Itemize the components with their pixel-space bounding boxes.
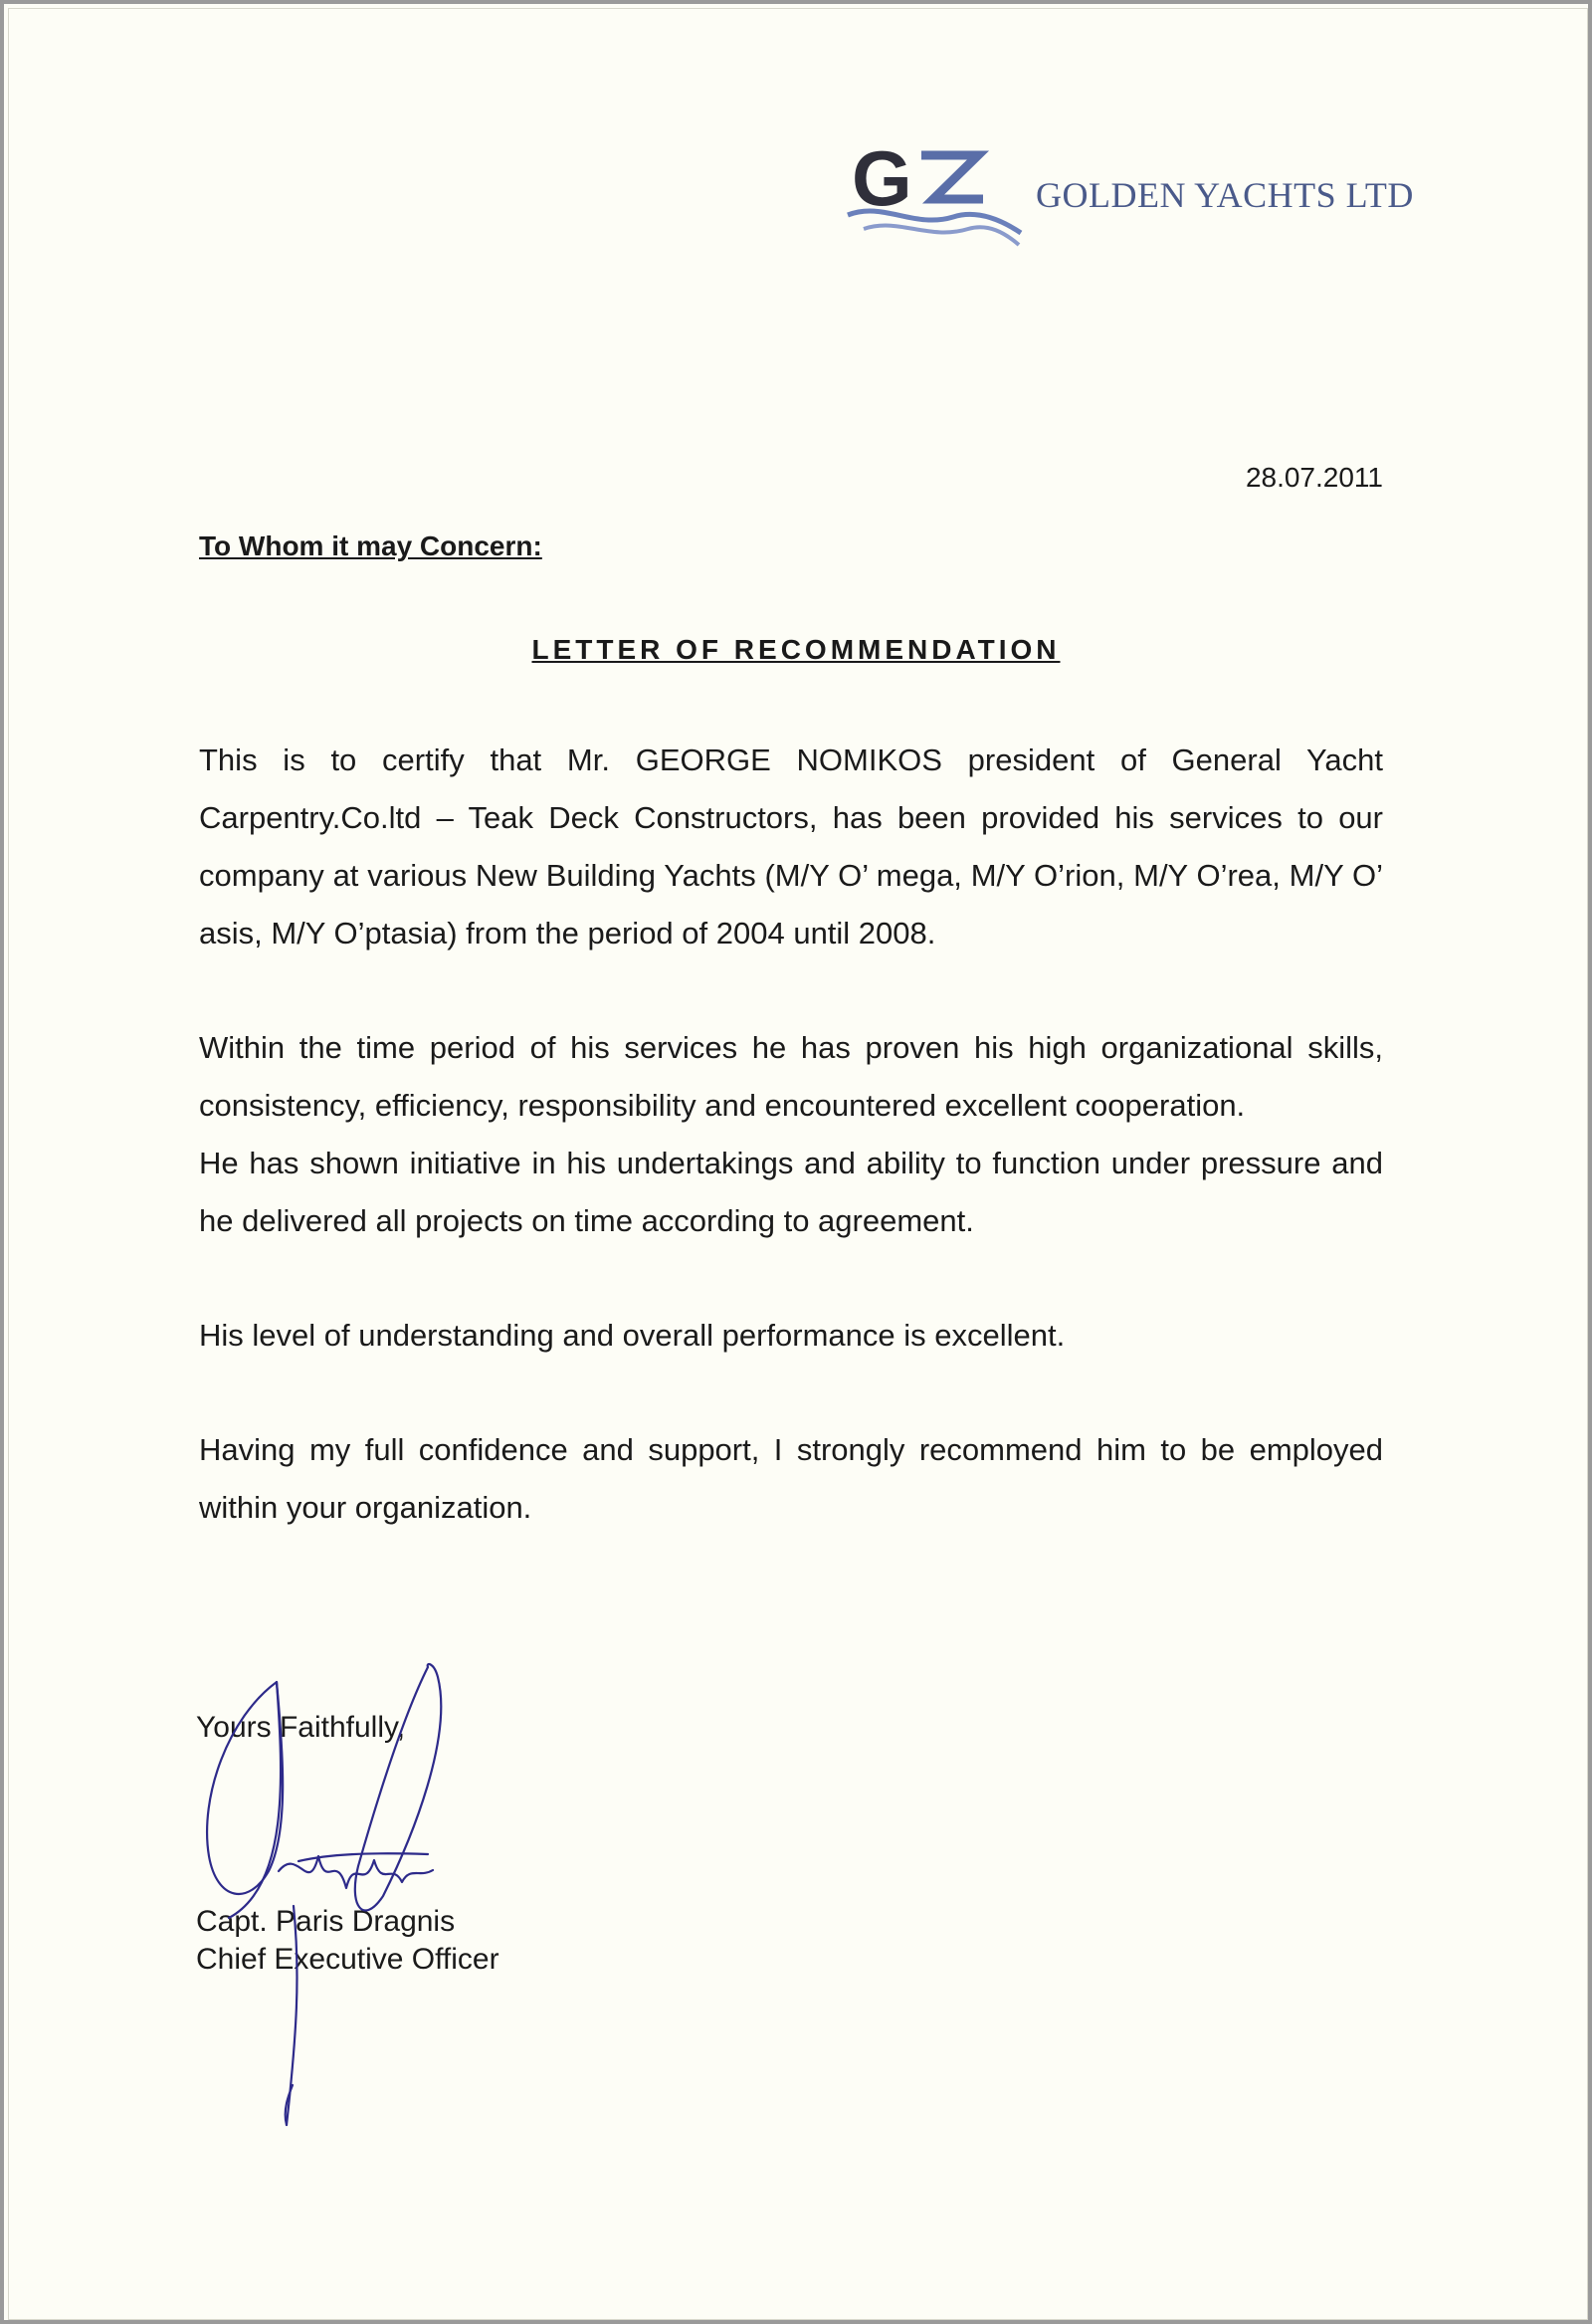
company-logo xyxy=(844,137,1023,252)
letter-body xyxy=(199,732,1383,1593)
paragraph-performance: His level of understanding and overall performance is excellent. xyxy=(199,1318,1066,1353)
paragraph-skills: Within the time period of his services he has proven his high organizational skills, consistency, efficiency, responsibility and encountered excellent cooperation. xyxy=(199,1030,1383,1123)
signer-name: Capt. Paris Dragnis xyxy=(196,1905,456,1938)
salutation: To Whom it may Concern: xyxy=(199,530,542,561)
svg-text:G: G xyxy=(852,137,912,222)
company-name: GOLDEN YACHTS LTD xyxy=(1036,175,1414,215)
letterhead xyxy=(844,137,1481,257)
closing: Yours Faithfully, xyxy=(196,1711,406,1744)
letter-subject: LETTER OF RECOMMENDATION xyxy=(531,634,1061,665)
signer-block xyxy=(196,1903,499,1979)
paragraph-initiative: He has shown initiative in his undertakings and ability to function under pressure and he delivered all projects on time according to agreement. xyxy=(199,1146,1383,1238)
letter-date: 28.07.2011 xyxy=(1245,462,1383,493)
signer-title: Chief Executive Officer xyxy=(196,1943,499,1976)
paragraph-recommendation: Having my full confidence and support, I strongly recommend him to be employed within your organization. xyxy=(199,1432,1383,1525)
paragraph-certification: This is to certify that Mr. GEORGE NOMIKOS president of General Yacht Carpentry.Co.ltd – Teak Deck Constructors, has been provided his services to our company at various New Building Yachts (M/Y O’ mega, M/Y O’rion, M/Y O’rea, M/Y O’ asis, M/Y O’ptasia) from the period of 2004 until 2008. xyxy=(199,742,1383,951)
